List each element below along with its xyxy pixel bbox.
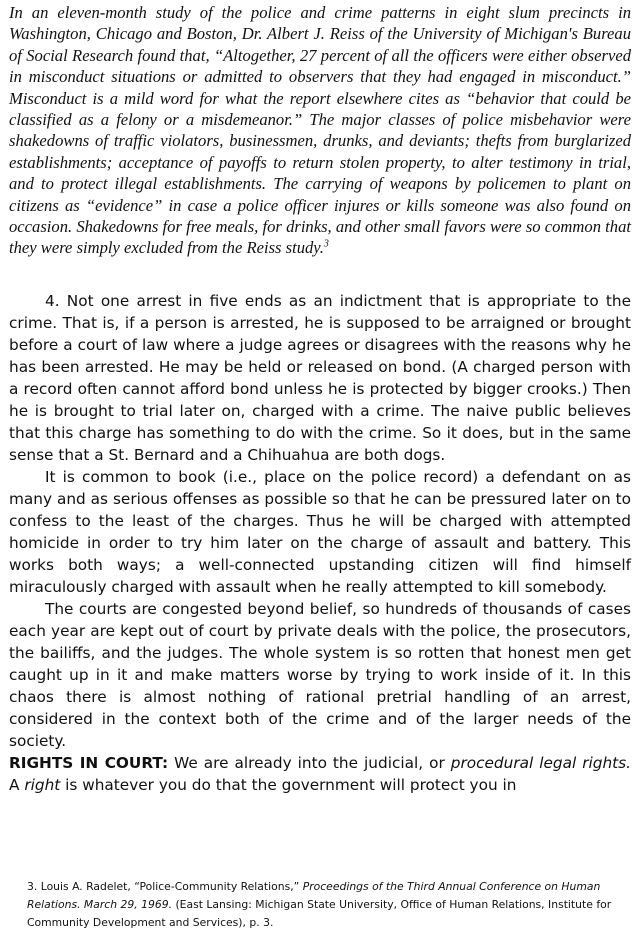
footnote-reference: 3 [323, 238, 329, 250]
paragraph-booking-charges: It is common to book (i.e., place on the police record) a defendant on as many and as serious offenses as possible so that he can be pressured later on to confess to the least of the charges. Thus he will be charged with attempted homicide in order to try him later on the charge of assault and battery. This works both ways; a well-connected upstanding citizen will find himself miraculously charged with assault when he really attempted to kill somebody. [9, 468, 631, 596]
rights-text-1: We are already into the judicial, or [168, 754, 451, 772]
footnote-author: Louis A. Radelet, “Police-Community Relations,” [37, 880, 303, 893]
body-text [9, 290, 631, 796]
footnote-title: Proceedings of the Third Annual Conference on Human Relations. March 29, 1969. [27, 880, 601, 911]
footnote-publication: (East Lansing: Michigan State University, Office of Human Relations, Institute for Community Development and Services), p. 3. [27, 898, 612, 929]
section-heading: RIGHTS IN COURT: [9, 754, 169, 772]
paragraph-arrest-indictment: 4. Not one arrest in five ends as an indictment that is appropriate to the crime. That is, if a person is arrested, he is supposed to be arraigned or brought before a court of law where a judge agrees or disagrees with the reasons why he has been arrested. He may be held or released on bond. (A charged person with a record often cannot afford bond unless he is protected by bigger crooks.) Then he is brought to trial later on, charged with a crime. The naive public believes that this charge has something to do with the crime. So it does, but in the same sense that a St. Bernard and a Chihuahua are both dogs. [9, 292, 631, 464]
rights-text-2: A [9, 776, 25, 794]
quote-text: In an eleven-month study of the police and crime patterns in eight slum precincts in Washington, Chicago and Boston, Dr. Albert J. Reiss of the University of Michigan's Bureau of Social Research found that, “Altogether, 27 percent of all the officers were either observed in misconduct situations or admitted to observers that they had engaged in misconduct.” Misconduct is a mild word for what the report elsewhere cites as “behavior that could be classified as a felony or a misdemeanor.” The major classes of police misbehavior were shakedowns of traffic violators, businessmen, drunks, and deviants; thefts from burglarized establishments; acceptance of payoffs to return stolen property, to alter testimony in trial, and to protect illegal establishments. The carrying of weapons by policemen to plant on citizens as “evidence” in case a police officer injures or kills someone was also found on occasion. Shakedowns for free meals, for drinks, and other small favors were so common that they were simply excluded from the Reiss study. [9, 3, 631, 258]
block-quote [9, 2, 631, 259]
footnote [9, 878, 631, 932]
paragraph-rights-in-court [9, 752, 631, 796]
paragraph-courts-congested: The courts are congested beyond belief, so hundreds of thousands of cases each year are kept out of court by private deals with the police, the prosecutors, the bailiffs, and the judges. The whole system is so rotten that honest men get caught up in it and make matters worse by trying to work inside of it. In this chaos there is almost nothing of rational pretrial handling of an arrest, considered in the context both of the crime and of the larger needs of the society. [9, 600, 631, 750]
rights-emphasis-right: right [24, 776, 61, 794]
rights-emphasis-procedural: procedural legal rights. [450, 754, 631, 772]
rights-text-3: is whatever you do that the government will protect you in [60, 776, 517, 794]
footnote-number: 3. [27, 880, 38, 893]
